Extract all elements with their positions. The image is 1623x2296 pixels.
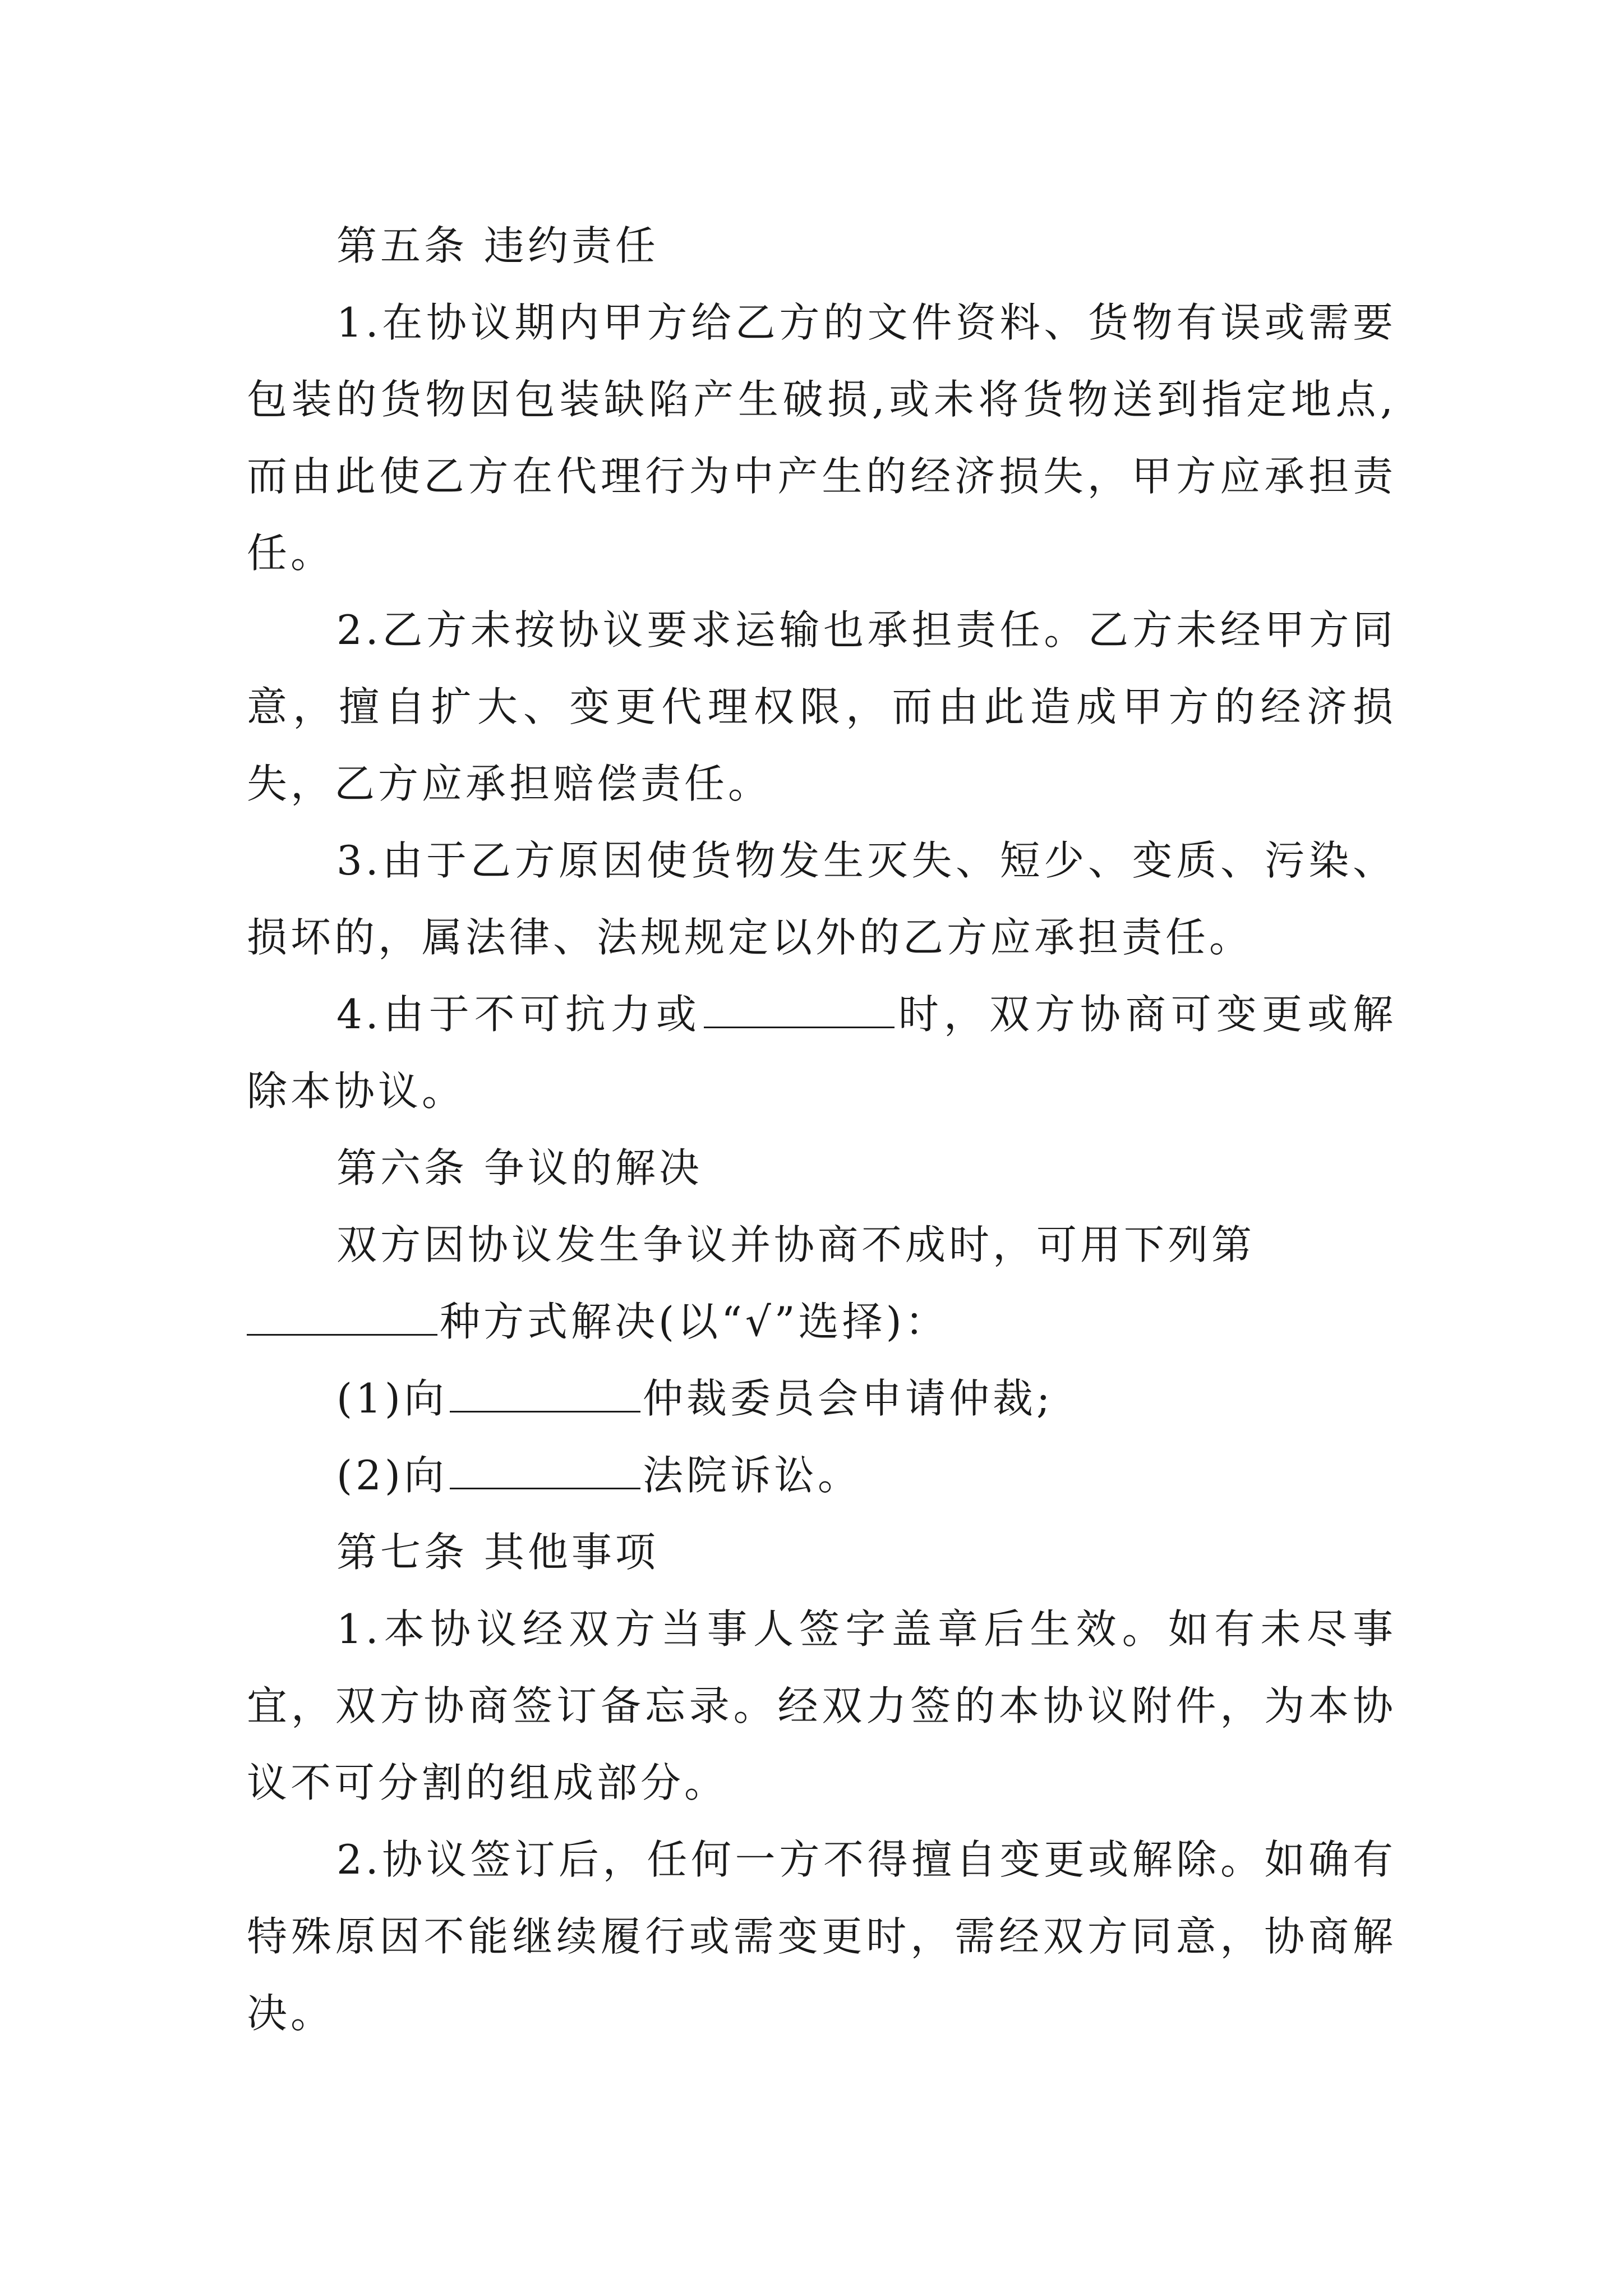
- article6-option2: [247, 1437, 1396, 1514]
- article6-option2-before: (2)向: [336, 1452, 448, 1499]
- article6-intro: [247, 1207, 1396, 1283]
- article5-clause3: 3.由于乙方原因使货物发生灭失、短少、变质、污染、损坏的，属法律、法规规定以外的乙方应承担责任。: [247, 837, 1396, 961]
- article6-intro-after: 种方式解决(以“√”选择)：: [440, 1298, 949, 1345]
- article7-clause1: 1.本协议经双方当事人签字盖章后生效。如有未尽事宜，双方协商签订备忘录。经双力签的本协议附件，为本协议不可分割的组成部分。: [247, 1605, 1396, 1806]
- article5-clause4-before: 4.由于不可抗力或: [336, 991, 702, 1038]
- article6-intro-text: 双方因协议发生争议并协商不成时，可用下列第: [336, 1221, 1256, 1268]
- article5-clause4-after: 时，双方协商可变更或解除本协议。: [247, 991, 1396, 1115]
- article5-clause1: 1.在协议期内甲方给乙方的文件资料、货物有误或需要包装的货物因包装缺陷产生破损,或未将货物送到指定地点,而由此使乙方在代理行为中产生的经济损失，甲方应承担责任。: [247, 299, 1396, 577]
- article5-clause4: [247, 976, 1396, 1130]
- fill-in-blank: [450, 1372, 640, 1412]
- article6-option2-after: 法院诉讼。: [643, 1452, 862, 1499]
- fill-in-blank: [450, 1448, 640, 1489]
- article5-clause2: 2.乙方未按协议要求运输也承担责任。乙方未经甲方同意，擅自扩大、变更代理权限，而由此造成甲方的经济损失，乙方应承担赔偿责任。: [247, 606, 1396, 807]
- article5-heading: 第五条 违约责任: [336, 222, 659, 269]
- article6-option1-before: (1)向: [336, 1375, 448, 1422]
- article6-option1: [247, 1360, 1396, 1437]
- document-body: [247, 208, 1396, 2052]
- article6-heading: 第六条 争议的解决: [336, 1144, 703, 1191]
- article7-clause2: 2.协议签订后，任何一方不得擅自变更或解除。如确有特殊原因不能继续履行或需变更时，需经双方同意，协商解决。: [247, 1836, 1396, 2037]
- fill-in-blank: [704, 987, 895, 1028]
- article6-option1-after: 仲裁委员会申请仲裁;: [643, 1375, 1054, 1422]
- article7-heading: 第七条 其他事项: [336, 1529, 659, 1576]
- fill-in-blank: [247, 1295, 437, 1336]
- article6-intro-line2: [247, 1283, 1396, 1360]
